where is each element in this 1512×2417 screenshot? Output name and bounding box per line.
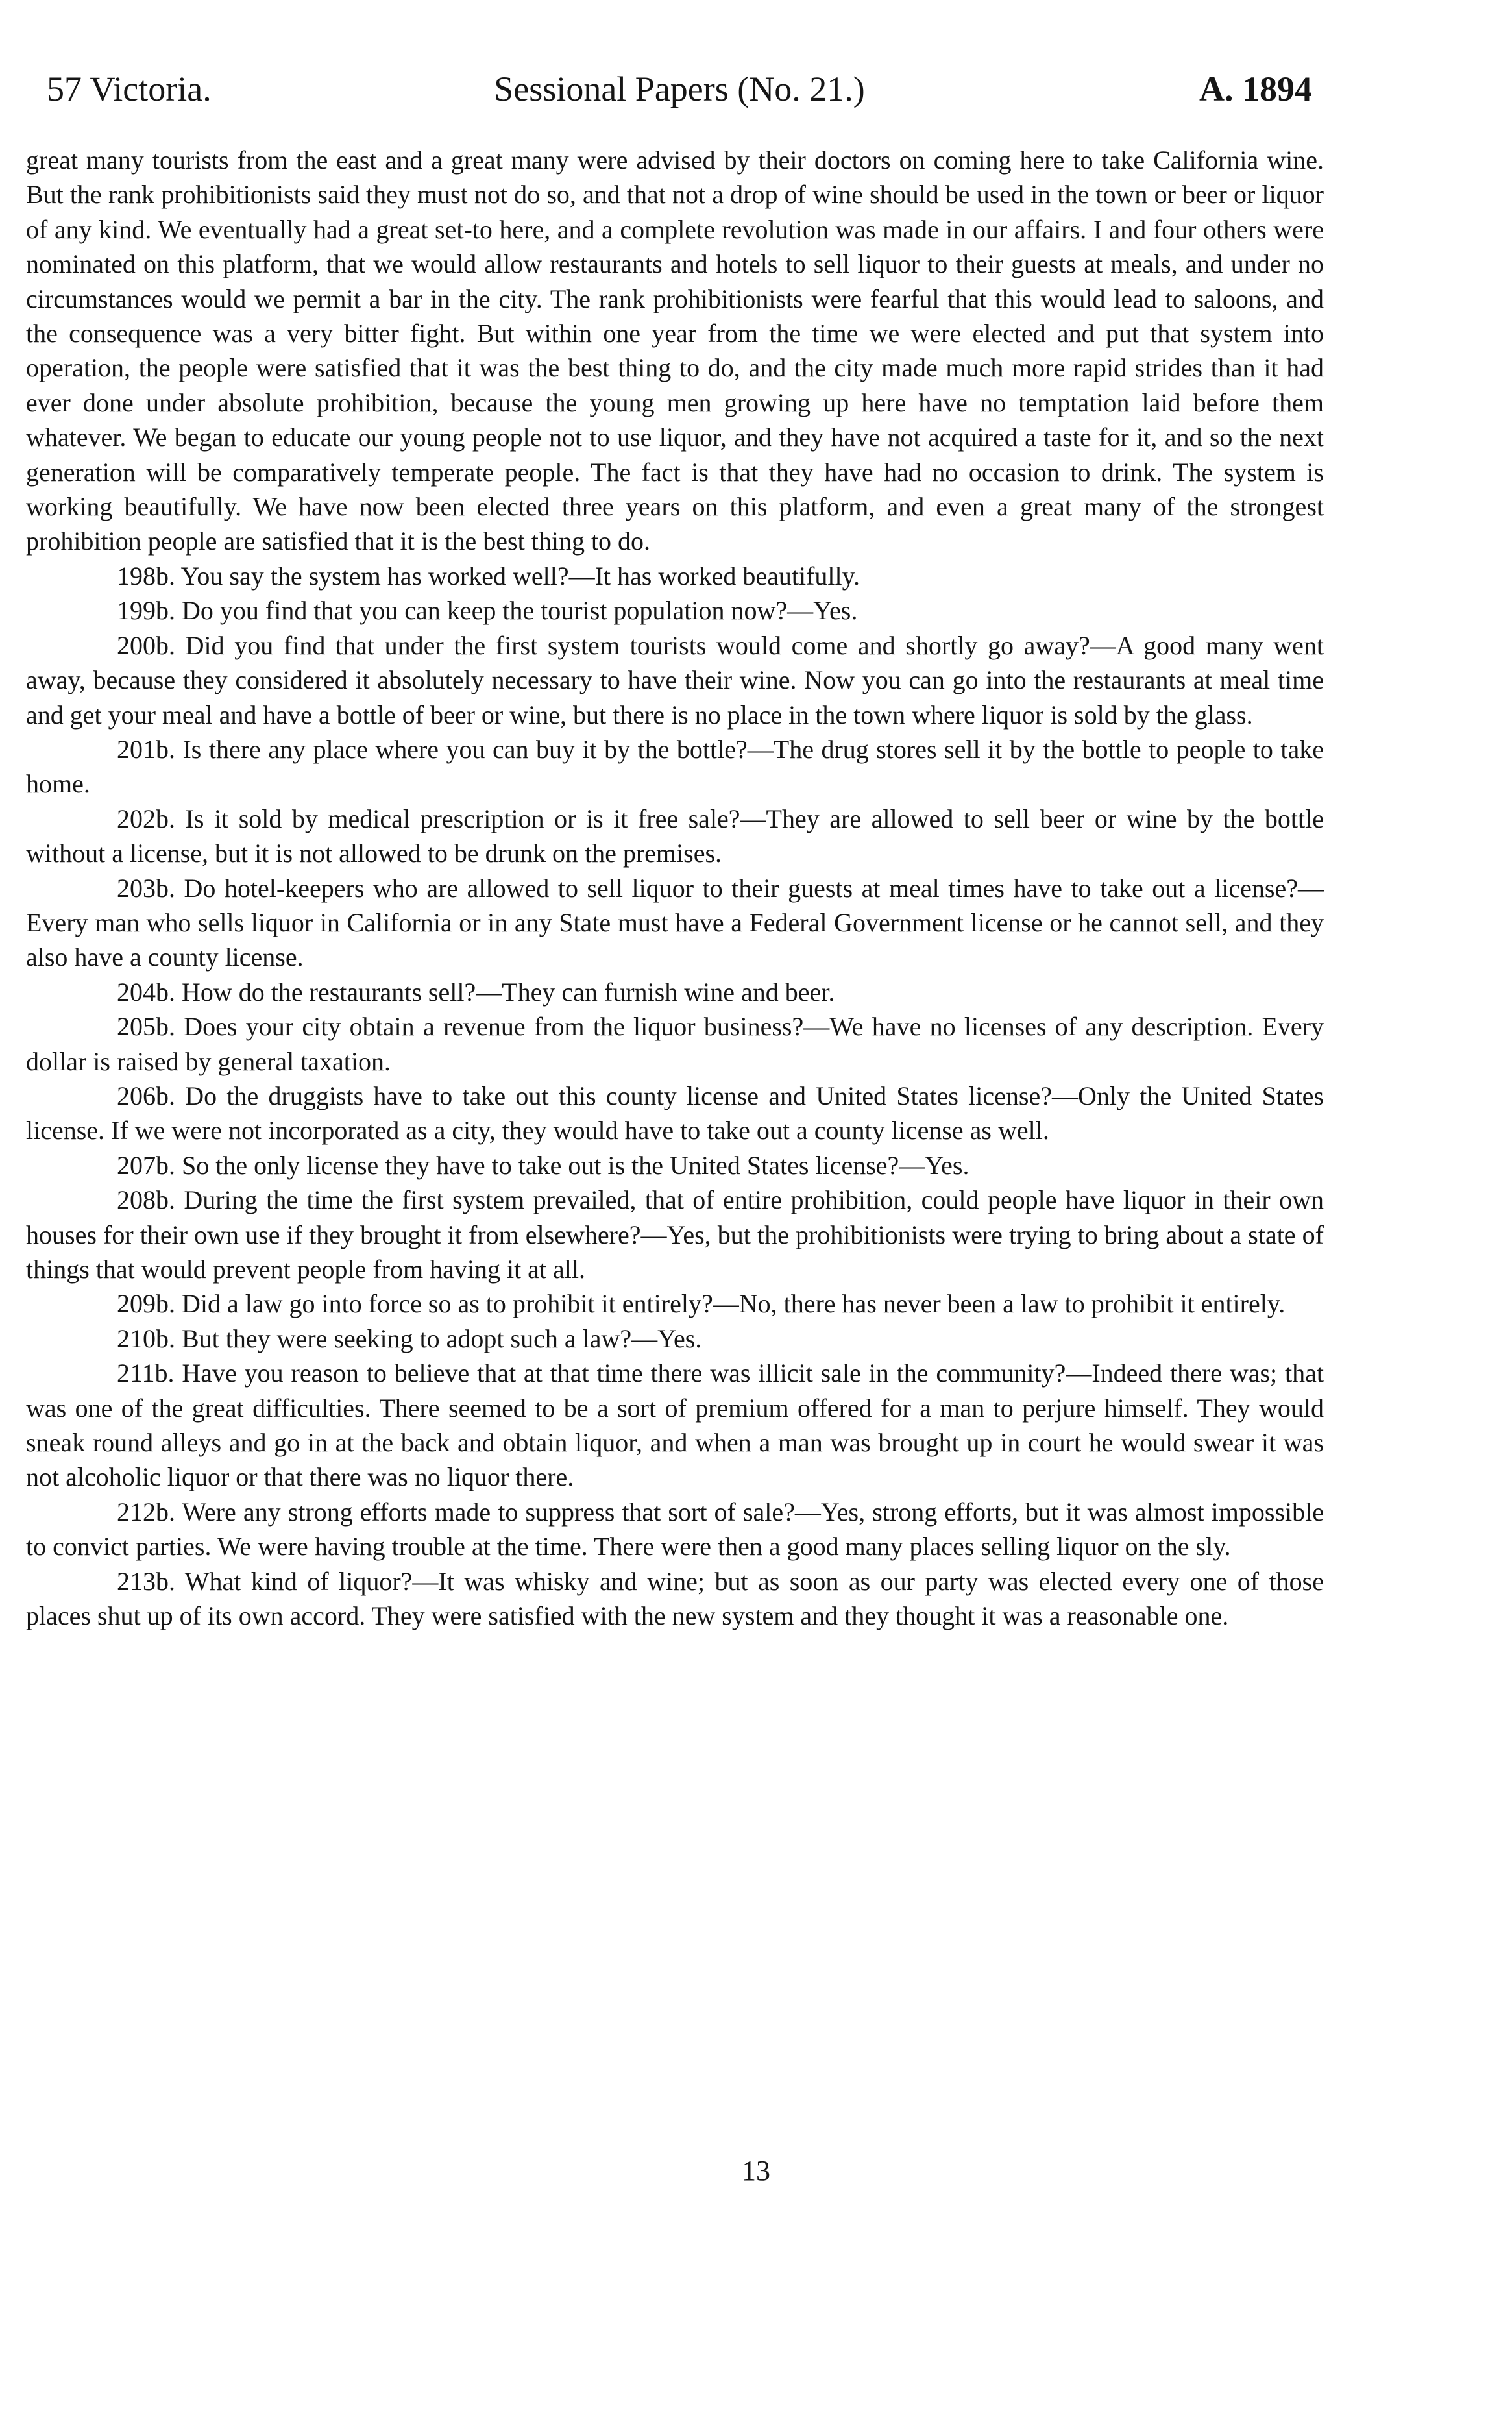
question-206b: 206b. Do the druggists have to take out this county license and United States license?—Only the United States license. If we were not incorporated as a city, they would have to take out a county license as well. bbox=[26, 1081, 1324, 1146]
question-199b: 199b. Do you find that you can keep the tourist population now?—Yes. bbox=[117, 596, 858, 626]
question-205b: 205b. Does your city obtain a revenue from the liquor business?—We have no licenses of any description. Every dollar is raised by general taxation. bbox=[26, 1012, 1324, 1076]
question-207b: 207b. So the only license they have to take out is the United States license?—Yes. bbox=[117, 1150, 969, 1180]
header-volume: 57 Victoria. bbox=[47, 69, 212, 108]
question-198b: 198b. You say the system has worked well?—It has worked beautifully. bbox=[117, 561, 860, 591]
question-210b: 210b. But they were seeking to adopt such a law?—Yes. bbox=[117, 1323, 702, 1353]
question-212b: 212b. Were any strong efforts made to suppress that sort of sale?—Yes, strong efforts, but it was almost impossible to convict parties. We were having trouble at the time. There were then a good many places selling liquor on the sly. bbox=[26, 1497, 1324, 1562]
question-200b: 200b. Did you find that under the first system tourists would come and shortly go away?—A good many went away, because they considered it absolutely necessary to have their wine. Now you can go into the restaurants at meal time and get your meal and have a bottle of beer or wine, but there is no place in the town where liquor is sold by the glass. bbox=[26, 630, 1324, 730]
question-211b: 211b. Have you reason to believe that at that time there was illicit sale in the community?—Indeed there was; that was one of the great difficulties. There seemed to be a sort of premium offered for a man to perjure himself. They would sneak round alleys and go in at the back and obtain liquor, and when a man was brought up in court he would swear it was not alcoholic liquor or that there was no liquor there. bbox=[26, 1358, 1324, 1492]
header-title: Sessional Papers (No. 21.) bbox=[494, 69, 865, 108]
question-202b: 202b. Is it sold by medical prescription or is it free sale?—They are allowed to sell beer or wine by the bottle without a license, but it is not allowed to be drunk on the premises. bbox=[26, 804, 1324, 868]
paragraph-continuation: great many tourists from the east and a great many were advised by their doctors on coming here to take California wine. But the rank prohibitionists said they must not do so, and that not a drop of wine should be used in the town or beer or liquor of any kind. We eventually had a great set-to here, and a complete revolution was made in our affairs. I and four others were nominated on this platform, that we would allow restaurants and hotels to sell liquor to their guests at meals, and under no circumstances would we permit a bar in the city. The rank prohibitionists were fearful that this would lead to saloons, and the consequence was a very bitter fight. But within one year from the time we were elected and put that system into operation, the people were satisfied that it was the best thing to do, and the city made much more rapid strides than it had ever done under absolute prohibition, because the young men growing up here have no temptation laid before them whatever. We began to educate our young people not to use liquor, and they have not acquired a taste for it, and so the next generation will be comparatively temperate people. The fact is that they have had no occasion to drink. The system is working beautifully. We have now been elected three years on this platform, and even a great many of the strongest prohibition people are satisfied that it is the best thing to do. bbox=[26, 145, 1324, 556]
question-203b: 203b. Do hotel-keepers who are allowed to sell liquor to their guests at meal times have to take out a license?—Every man who sells liquor in California or in any State must have a Federal Government license or he cannot sell, and they also have a county license. bbox=[26, 873, 1324, 972]
running-header bbox=[47, 60, 1312, 118]
question-208b: 208b. During the time the first system prevailed, that of entire prohibition, could people have liquor in their own houses for their own use if they brought it from elsewhere?—Yes, but the prohibitionists were trying to bring about a state of things that would prevent people from having it at all. bbox=[26, 1185, 1324, 1284]
question-213b: 213b. What kind of liquor?—It was whisky and wine; but as soon as our party was elected every one of those places shut up of its own accord. They were satisfied with the new system and they thought it was a reasonable one. bbox=[26, 1566, 1324, 1631]
body-text bbox=[26, 143, 1324, 1633]
question-201b: 201b. Is there any place where you can buy it by the bottle?—The drug stores sell it by the bottle to people to take home. bbox=[26, 734, 1324, 799]
question-204b: 204b. How do the restaurants sell?—They can furnish wine and beer. bbox=[117, 977, 835, 1007]
page-number: 13 bbox=[742, 2155, 770, 2187]
question-209b: 209b. Did a law go into force so as to prohibit it entirely?—No, there has never been a law to prohibit it entirely. bbox=[117, 1289, 1286, 1319]
header-year: A. 1894 bbox=[1199, 69, 1312, 108]
